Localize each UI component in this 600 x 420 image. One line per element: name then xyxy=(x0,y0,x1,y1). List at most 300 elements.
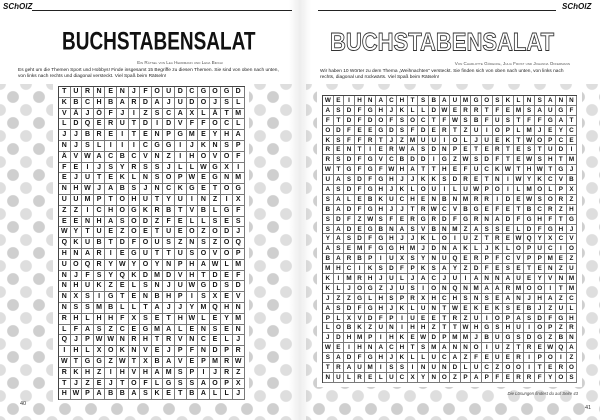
grid-letter: B xyxy=(117,152,129,163)
grid-row xyxy=(323,333,577,343)
grid-letter: H xyxy=(503,323,514,333)
grid-letter: D xyxy=(140,217,152,228)
grid-letter: F xyxy=(471,353,482,363)
grid-letter: V xyxy=(175,271,187,282)
grid-letter: F xyxy=(376,165,387,175)
grid-letter: J xyxy=(210,368,222,379)
grid-letter: F xyxy=(387,215,398,225)
grid-letter: J xyxy=(535,304,546,314)
grid-letter: T xyxy=(175,206,187,217)
grid-letter: S xyxy=(471,155,482,165)
grid-letter: S xyxy=(418,145,429,155)
grid-letter: M xyxy=(567,155,578,165)
grid-letter: S xyxy=(233,217,245,228)
grid-letter: W xyxy=(198,163,210,174)
grid-letter: W xyxy=(397,145,408,155)
grid-letter: T xyxy=(105,195,117,206)
grid-letter: I xyxy=(545,284,556,294)
grid-letter: H xyxy=(365,274,376,284)
grid-letter: P xyxy=(175,260,187,271)
grid-letter: H xyxy=(71,184,83,195)
grid-letter: R xyxy=(163,335,175,346)
grid-letter: M xyxy=(210,357,222,368)
grid-row xyxy=(323,264,577,274)
grid-letter: S xyxy=(94,325,106,336)
grid-letter: A xyxy=(82,249,94,260)
grid-letter: G xyxy=(82,357,94,368)
grid-letter: J xyxy=(105,379,117,390)
grid-letter: C xyxy=(387,343,398,353)
grid-letter: D xyxy=(210,346,222,357)
grid-letter: X xyxy=(418,294,429,304)
grid-letter: B xyxy=(461,205,472,215)
grid-letter: J xyxy=(387,185,398,195)
grid-letter: Z xyxy=(556,294,567,304)
grid-letter: Q xyxy=(233,238,245,249)
grid-letter: S xyxy=(323,225,334,235)
grid-letter: G xyxy=(187,184,199,195)
grid-letter: V xyxy=(514,254,525,264)
grid-row xyxy=(323,215,577,225)
grid-letter: Z xyxy=(233,368,245,379)
grid-letter: A xyxy=(334,234,345,244)
grid-letter: E xyxy=(514,304,525,314)
grid-letter: L xyxy=(365,294,376,304)
grid-letter: O xyxy=(334,323,345,333)
grid-letter: B xyxy=(440,195,451,205)
grid-letter: H xyxy=(355,96,366,106)
grid-letter: N xyxy=(210,141,222,152)
grid-letter: S xyxy=(524,106,535,116)
grid-row xyxy=(59,227,245,238)
grid-row xyxy=(323,373,577,383)
grid-letter: S xyxy=(482,225,493,235)
grid-letter: N xyxy=(152,152,164,163)
grid-letter: W xyxy=(82,152,94,163)
grid-letter: N xyxy=(429,304,440,314)
grid-letter: Z xyxy=(376,284,387,294)
grid-letter: T xyxy=(408,343,419,353)
grid-letter: R xyxy=(365,136,376,146)
grid-letter: B xyxy=(471,116,482,126)
grid-letter: R xyxy=(545,205,556,215)
grid-letter: P xyxy=(545,136,556,146)
grid-letter: O xyxy=(129,379,141,390)
grid-letter: B xyxy=(365,195,376,205)
grid-letter: S xyxy=(221,281,233,292)
grid-letter: C xyxy=(418,116,429,126)
grid-letter: S xyxy=(221,141,233,152)
grid-letter: U xyxy=(429,136,440,146)
grid-letter: C xyxy=(482,363,493,373)
grid-letter: C xyxy=(198,335,210,346)
grid-letter: O xyxy=(198,98,210,109)
grid-letter: E xyxy=(503,225,514,235)
grid-letter: L xyxy=(233,119,245,130)
grid-letter: T xyxy=(514,205,525,215)
grid-letter: I xyxy=(152,119,164,130)
grid-letter: L xyxy=(221,389,233,400)
grid-letter: N xyxy=(418,363,429,373)
grid-letter: M xyxy=(187,130,199,141)
grid-letter: F xyxy=(440,116,451,126)
grid-letter: H xyxy=(387,333,398,343)
grid-letter: T xyxy=(418,165,429,175)
grid-letter: L xyxy=(461,136,472,146)
grid-letter: P xyxy=(175,173,187,184)
grid-letter: Y xyxy=(187,303,199,314)
grid-letter: R xyxy=(344,254,355,264)
grid-letter: I xyxy=(556,244,567,254)
grid-letter: C xyxy=(429,274,440,284)
grid-letter: D xyxy=(334,333,345,343)
grid-letter: M xyxy=(198,303,210,314)
grid-letter: D xyxy=(418,126,429,136)
grid-letter: U xyxy=(397,284,408,294)
grid-letter: Z xyxy=(461,353,472,363)
grid-letter: T xyxy=(429,116,440,126)
grid-letter: V xyxy=(175,335,187,346)
grid-letter: X xyxy=(233,379,245,390)
grid-row xyxy=(59,184,245,195)
grid-letter: J xyxy=(233,389,245,400)
grid-letter: U xyxy=(471,126,482,136)
grid-letter: L xyxy=(376,373,387,383)
grid-letter: K xyxy=(503,96,514,106)
grid-letter: V xyxy=(233,292,245,303)
grid-letter: L xyxy=(514,96,525,106)
grid-letter: L xyxy=(545,185,556,195)
grid-letter: S xyxy=(175,379,187,390)
grid-letter: P xyxy=(82,335,94,346)
grid-letter: H xyxy=(71,314,83,325)
grid-letter: C xyxy=(567,294,578,304)
grid-letter: M xyxy=(365,363,376,373)
grid-letter: I xyxy=(397,323,408,333)
grid-letter: J xyxy=(387,304,398,314)
grid-letter: W xyxy=(461,155,472,165)
intro-text: Wir haben 10 Wörter zu dem Thema „Weihnachten“ versteckt. Sie finden sich von oben nach unten, von links nach rechts, diagonal und rückwärts. Viel Spaß beim Rätseln! xyxy=(320,69,564,81)
grid-letter: E xyxy=(397,215,408,225)
grid-letter: J xyxy=(71,271,83,282)
grid-letter: W xyxy=(117,260,129,271)
grid-letter: M xyxy=(163,368,175,379)
grid-letter: N xyxy=(117,335,129,346)
grid-letter: Q xyxy=(210,303,222,314)
grid-letter: G xyxy=(365,165,376,175)
grid-letter: Z xyxy=(334,294,345,304)
grid-letter: M xyxy=(514,106,525,116)
grid-letter: Ä xyxy=(71,109,83,120)
grid-letter: Z xyxy=(105,281,117,292)
grid-letter: H xyxy=(376,294,387,304)
grid-letter: S xyxy=(493,323,504,333)
grid-letter: U xyxy=(387,254,398,264)
grid-letter: J xyxy=(140,184,152,195)
grid-letter: D xyxy=(355,234,366,244)
grid-letter: S xyxy=(482,294,493,304)
grid-letter: E xyxy=(71,217,83,228)
grid-letter: W xyxy=(187,173,199,184)
grid-letter: T xyxy=(376,136,387,146)
grid-letter: E xyxy=(365,126,376,136)
grid-letter: R xyxy=(408,294,419,304)
grid-letter: J xyxy=(71,141,83,152)
grid-row xyxy=(323,353,577,363)
grid-letter: J xyxy=(418,244,429,254)
grid-letter: C xyxy=(567,126,578,136)
grid-letter: V xyxy=(210,152,222,163)
grid-letter: D xyxy=(440,215,451,225)
grid-letter: H xyxy=(117,368,129,379)
grid-letter: F xyxy=(482,264,493,274)
grid-letter: T xyxy=(163,249,175,260)
grid-letter: S xyxy=(221,98,233,109)
grid-row xyxy=(59,98,245,109)
grid-letter: F xyxy=(198,119,210,130)
grid-letter: T xyxy=(129,357,141,368)
grid-letter: A xyxy=(334,254,345,264)
grid-letter: T xyxy=(59,87,71,98)
grid-letter: Z xyxy=(450,373,461,383)
grid-letter: F xyxy=(408,126,419,136)
grid-row xyxy=(59,303,245,314)
grid-letter: N xyxy=(429,254,440,264)
grid-letter: O xyxy=(210,87,222,98)
grid-letter: A xyxy=(450,353,461,363)
grid-letter: A xyxy=(514,314,525,324)
grid-row xyxy=(59,346,245,357)
grid-letter: F xyxy=(233,271,245,282)
header-rule xyxy=(318,10,556,11)
grid-letter: K xyxy=(493,304,504,314)
grid-letter: W xyxy=(117,357,129,368)
grid-letter: H xyxy=(524,165,535,175)
grid-letter: R xyxy=(221,368,233,379)
grid-letter: M xyxy=(429,343,440,353)
grid-letter: F xyxy=(105,109,117,120)
grid-letter: R xyxy=(334,363,345,373)
grid-letter: A xyxy=(471,225,482,235)
grid-letter: C xyxy=(556,136,567,146)
grid-letter: E xyxy=(450,165,461,175)
grid-letter: H xyxy=(418,323,429,333)
grid-letter: L xyxy=(514,225,525,235)
grid-letter: J xyxy=(482,244,493,254)
grid-letter: L xyxy=(210,389,222,400)
grid-letter: J xyxy=(71,335,83,346)
grid-letter: A xyxy=(556,116,567,126)
grid-row xyxy=(59,119,245,130)
grid-letter: C xyxy=(397,195,408,205)
grid-letter: O xyxy=(140,238,152,249)
grid-letter: S xyxy=(503,264,514,274)
grid-letter: K xyxy=(117,346,129,357)
grid-letter: W xyxy=(418,333,429,343)
grid-letter: T xyxy=(59,379,71,390)
grid-letter: K xyxy=(397,185,408,195)
grid-letter: E xyxy=(187,357,199,368)
grid-letter: N xyxy=(440,145,451,155)
grid-letter: V xyxy=(355,314,366,324)
grid-letter: D xyxy=(524,333,535,343)
grid-letter: I xyxy=(198,368,210,379)
grid-letter: G xyxy=(233,184,245,195)
grid-letter: F xyxy=(355,106,366,116)
grid-letter: E xyxy=(71,163,83,174)
grid-letter: H xyxy=(535,215,546,225)
grid-letter: G xyxy=(376,234,387,244)
grid-letter: O xyxy=(140,260,152,271)
grid-letter: H xyxy=(376,353,387,363)
grid-letter: N xyxy=(461,284,472,294)
grid-letter: C xyxy=(82,98,94,109)
grid-row xyxy=(323,343,577,353)
grid-letter: O xyxy=(221,249,233,260)
grid-letter: P xyxy=(233,249,245,260)
grid-letter: Ä xyxy=(210,109,222,120)
grid-letter: N xyxy=(59,141,71,152)
grid-letter: N xyxy=(59,303,71,314)
grid-letter: Y xyxy=(545,373,556,383)
grid-letter: S xyxy=(535,96,546,106)
grid-letter: A xyxy=(323,106,334,116)
grid-letter: X xyxy=(233,195,245,206)
grid-letter: O xyxy=(471,343,482,353)
grid-letter: H xyxy=(82,368,94,379)
grid-letter: N xyxy=(471,294,482,304)
grid-letter: Q xyxy=(82,260,94,271)
header-rule xyxy=(32,10,292,11)
grid-letter: X xyxy=(187,109,199,120)
grid-letter: H xyxy=(187,260,199,271)
grid-letter: I xyxy=(344,96,355,106)
grid-letter: L xyxy=(187,217,199,228)
grid-letter: U xyxy=(387,195,398,205)
grid-letter: F xyxy=(493,373,504,383)
grid-letter: S xyxy=(152,163,164,174)
grid-letter: S xyxy=(129,184,141,195)
grid-letter: U xyxy=(461,234,472,244)
word-search-grid xyxy=(58,86,245,400)
grid-letter: E xyxy=(198,173,210,184)
grid-letter: A xyxy=(163,357,175,368)
grid-letter: O xyxy=(567,244,578,254)
grid-letter: D xyxy=(71,119,83,130)
grid-letter: R xyxy=(567,323,578,333)
grid-letter: S xyxy=(334,304,345,314)
grid-letter: S xyxy=(323,353,334,363)
grid-letter: Q xyxy=(59,335,71,346)
grid-letter: A xyxy=(175,109,187,120)
grid-letter: R xyxy=(94,260,106,271)
grid-letter: L xyxy=(129,303,141,314)
grid-letter: Y xyxy=(418,373,429,383)
grid-letter: S xyxy=(397,116,408,126)
grid-row xyxy=(323,106,577,116)
grid-letter: Q xyxy=(556,343,567,353)
grid-letter: F xyxy=(535,225,546,235)
grid-letter: H xyxy=(59,389,71,400)
grid-letter: E xyxy=(482,353,493,363)
grid-letter: F xyxy=(535,373,546,383)
grid-letter: V xyxy=(71,152,83,163)
grid-letter: E xyxy=(503,373,514,383)
grid-letter: M xyxy=(344,274,355,284)
grid-letter: F xyxy=(376,314,387,324)
grid-letter: A xyxy=(418,274,429,284)
grid-letter: D xyxy=(344,205,355,215)
grid-letter: G xyxy=(344,165,355,175)
grid-letter: A xyxy=(198,260,210,271)
grid-letter: N xyxy=(198,195,210,206)
grid-letter: R xyxy=(418,205,429,215)
grid-letter: G xyxy=(163,141,175,152)
grid-letter: R xyxy=(556,195,567,205)
grid-letter: N xyxy=(387,225,398,235)
grid-letter: N xyxy=(365,96,376,106)
grid-letter: L xyxy=(59,325,71,336)
grid-letter: A xyxy=(471,274,482,284)
grid-letter: P xyxy=(545,323,556,333)
grid-letter: E xyxy=(175,227,187,238)
grid-letter: I xyxy=(105,249,117,260)
grid-letter: T xyxy=(535,145,546,155)
grid-row xyxy=(323,116,577,126)
grid-letter: Z xyxy=(429,323,440,333)
grid-letter: T xyxy=(334,165,345,175)
grid-letter: T xyxy=(514,343,525,353)
grid-letter: Z xyxy=(461,264,472,274)
grid-letter: I xyxy=(376,254,387,264)
grid-letter: O xyxy=(129,217,141,228)
grid-letter: T xyxy=(482,106,493,116)
grid-letter: E xyxy=(140,227,152,238)
grid-letter: Y xyxy=(71,227,83,238)
grid-letter: R xyxy=(482,195,493,205)
grid-letter: J xyxy=(440,274,451,284)
grid-letter: B xyxy=(152,292,164,303)
grid-letter: R xyxy=(129,98,141,109)
grid-letter: G xyxy=(152,141,164,152)
grid-letter: C xyxy=(482,165,493,175)
grid-row xyxy=(323,225,577,235)
grid-letter: E xyxy=(514,195,525,205)
grid-letter: A xyxy=(344,363,355,373)
grid-letter: E xyxy=(334,343,345,353)
grid-letter: U xyxy=(175,249,187,260)
grid-letter: E xyxy=(535,343,546,353)
grid-letter: N xyxy=(429,373,440,383)
grid-letter: R xyxy=(59,314,71,325)
grid-letter: A xyxy=(376,96,387,106)
grid-letter: Q xyxy=(450,254,461,264)
grid-letter: A xyxy=(334,353,345,363)
grid-letter: J xyxy=(210,98,222,109)
grid-letter: V xyxy=(376,155,387,165)
grid-letter: N xyxy=(152,281,164,292)
grid-letter: E xyxy=(503,205,514,215)
grid-letter: U xyxy=(493,116,504,126)
grid-letter: J xyxy=(163,163,175,174)
grid-letter: Y xyxy=(105,260,117,271)
grid-row xyxy=(59,249,245,260)
grid-letter: N xyxy=(152,130,164,141)
grid-letter: J xyxy=(567,165,578,175)
grid-letter: D xyxy=(334,126,345,136)
grid-letter: R xyxy=(129,335,141,346)
grid-letter: M xyxy=(233,314,245,325)
